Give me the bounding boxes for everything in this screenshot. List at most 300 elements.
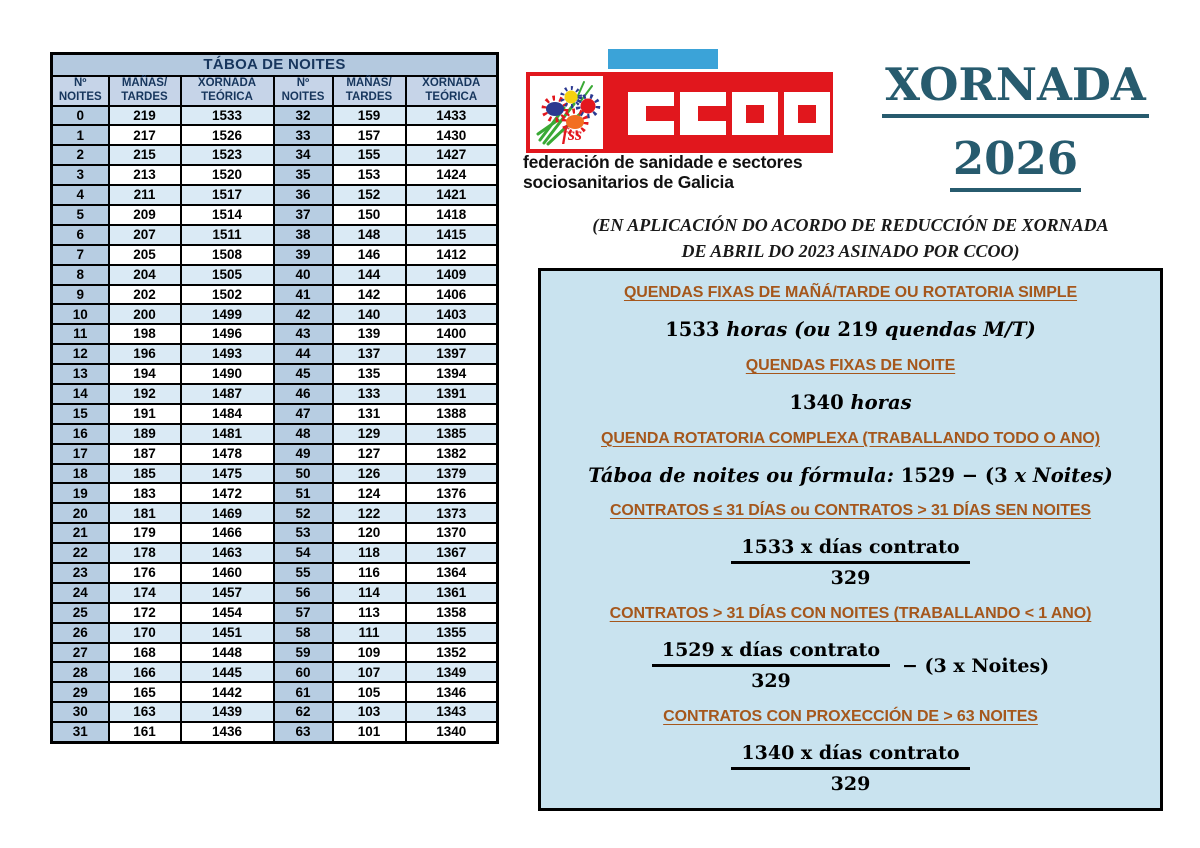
noites-cell: 57 [274,603,333,623]
rule-value-night-shifts [789,391,911,414]
noites-cell: 60 [274,662,333,682]
value-cell: 1415 [406,225,498,245]
value-cell: 1388 [406,404,498,424]
subtitle-line2-ccoo: CCOO [963,241,1014,262]
noites-cell: 40 [274,265,333,285]
table-row [52,662,498,682]
noites-cell: 5 [52,205,109,225]
fss-logo [526,72,607,153]
value-cell: 1382 [406,444,498,464]
noites-cell: 25 [52,603,109,623]
table-row [52,583,498,603]
noites-cell: 51 [274,483,333,503]
noites-cell: 46 [274,384,333,404]
value-cell: 129 [333,424,406,444]
value-cell: 1376 [406,483,498,503]
value-cell: 1493 [181,344,274,364]
value-cell: 185 [109,464,181,484]
table-title-row [52,54,498,76]
noites-cell: 49 [274,444,333,464]
value-cell: 150 [333,205,406,225]
table-row [52,543,498,563]
table-row [52,125,498,145]
value-cell: 1430 [406,125,498,145]
noites-cell: 54 [274,543,333,563]
fss-text: fss [562,124,583,144]
fraction [731,536,969,589]
table-row [52,304,498,324]
value-cell: 198 [109,324,181,344]
value-cell: 1520 [181,165,274,185]
formula-number: 1529 − (3 [900,463,1008,487]
noites-cell: 56 [274,583,333,603]
value-cell: 1533 [181,106,274,126]
value-cell: 126 [333,464,406,484]
value-cell: 1448 [181,643,274,663]
value-cell: 194 [109,364,181,384]
value-cell: 144 [333,265,406,285]
noites-cell: 19 [52,483,109,503]
value-cell: 1481 [181,424,274,444]
header-line: TEÓRICA [425,90,478,103]
noites-cell: 32 [274,106,333,126]
value-cell: 196 [109,344,181,364]
subtitle-line1: (EN APLICACIÓN DO ACORDO DE REDUCCIÓN DE XORNADA [592,215,1109,235]
noites-cell: 31 [52,722,109,742]
value-cell: 1451 [181,623,274,643]
subtitle-line2-prefix: DE ABRIL DO 2023 ASINADO POR [681,241,964,262]
noites-cell: 17 [52,444,109,464]
page-title [858,58,1173,206]
value-cell: 124 [333,483,406,503]
value-cell: 189 [109,424,181,444]
fraction-numerator: 1340 x días contrato [731,742,969,770]
value-cell: 1514 [181,205,274,225]
value-cell: 187 [109,444,181,464]
value-cell: 1442 [181,682,274,702]
table-row [52,503,498,523]
value-cell: 1496 [181,324,274,344]
value-cell: 1484 [181,404,274,424]
value-cell: 1499 [181,304,274,324]
value-cell: 219 [109,106,181,126]
formula-variable: x Noites) [1014,463,1113,487]
col-header-xornada-1 [181,76,274,106]
value-cell: 1361 [406,583,498,603]
value-cell: 1433 [406,106,498,126]
table-row [52,185,498,205]
noites-cell: 44 [274,344,333,364]
value-cell: 207 [109,225,181,245]
noites-cell: 21 [52,523,109,543]
value-cell: 1466 [181,523,274,543]
value-cell: 1502 [181,285,274,305]
rule-heading-projection-63-nights: CONTRATOS CON PROXECCIÓN DE > 63 NOITES [663,708,1038,726]
noites-cell: 45 [274,364,333,384]
noites-cell: 36 [274,185,333,205]
noites-cell: 43 [274,324,333,344]
table-row [52,344,498,364]
formula-fraction-1 [731,536,969,589]
table-row [52,245,498,265]
noites-cell: 42 [274,304,333,324]
value-cell: 107 [333,662,406,682]
noites-table [50,52,499,744]
value-cell: 122 [333,503,406,523]
value-cell: 1367 [406,543,498,563]
value-cell: 183 [109,483,181,503]
value-cell: 1343 [406,702,498,722]
value-cell: 131 [333,404,406,424]
table-row [52,444,498,464]
value-cell: 1457 [181,583,274,603]
value-cell: 153 [333,165,406,185]
header-line: MAÑAS/ [346,76,392,89]
fraction-denominator: 329 [751,670,791,693]
noites-cell: 38 [274,225,333,245]
noites-cell: 12 [52,344,109,364]
noites-cell: 8 [52,265,109,285]
value-cell: 205 [109,245,181,265]
value-cell: 1427 [406,145,498,165]
value-cell: 101 [333,722,406,742]
federation-line2: sociosanitarios de Galicia [523,172,734,193]
value-cell: 111 [333,623,406,643]
value-cell: 1355 [406,623,498,643]
noites-cell: 20 [52,503,109,523]
noites-cell: 50 [274,464,333,484]
title-text-xornada: XORNADA [882,58,1149,118]
noites-cell: 22 [52,543,109,563]
value-cell: 105 [333,682,406,702]
title-line2 [858,132,1173,192]
value-cell: 1463 [181,543,274,563]
table-row [52,523,498,543]
value-cell: 109 [333,643,406,663]
value-cell: 157 [333,125,406,145]
header-line: TARDES [345,90,393,103]
noites-cell: 10 [52,304,109,324]
title-line1 [858,58,1173,118]
table-row [52,643,498,663]
value-cell: 114 [333,583,406,603]
table-row [52,464,498,484]
header-line: NOITES [281,90,325,103]
value-cell: 135 [333,364,406,384]
header-line: TARDES [121,90,168,103]
value-number: 219 [837,317,879,341]
noites-cell: 11 [52,324,109,344]
value-cell: 211 [109,185,181,205]
value-cell: 1358 [406,603,498,623]
table-row [52,106,498,126]
noites-cell: 37 [274,205,333,225]
noites-cell: 27 [52,643,109,663]
subtitle-line2 [538,238,1163,264]
value-cell: 1394 [406,364,498,384]
table-header-row [52,76,498,106]
noites-cell: 63 [274,722,333,742]
table-row [52,603,498,623]
value-cell: 1445 [181,662,274,682]
noites-cell: 15 [52,404,109,424]
value-cell: 200 [109,304,181,324]
value-cell: 1340 [406,722,498,742]
value-number: 1340 [789,390,844,414]
value-cell: 139 [333,324,406,344]
noites-cell: 3 [52,165,109,185]
table-row [52,384,498,404]
fraction-suffix: − (3 x Noites) [902,654,1050,677]
noites-cell: 23 [52,563,109,583]
noites-cell: 48 [274,424,333,444]
table-row [52,324,498,344]
fraction-denominator: 329 [830,567,871,590]
table-title: TÁBOA DE NOITES [52,54,498,76]
value-cell: 1439 [181,702,274,722]
value-cell: 1436 [181,722,274,742]
value-cell: 127 [333,444,406,464]
noites-cell: 58 [274,623,333,643]
value-cell: 1373 [406,503,498,523]
noites-cell: 14 [52,384,109,404]
value-cell: 1352 [406,643,498,663]
value-cell: 1379 [406,464,498,484]
value-cell: 1424 [406,165,498,185]
noites-cell: 13 [52,364,109,384]
noites-cell: 47 [274,404,333,424]
value-cell: 215 [109,145,181,165]
value-cell: 1349 [406,662,498,682]
noites-cell: 61 [274,682,333,702]
value-cell: 1478 [181,444,274,464]
noites-cell: 0 [52,106,109,126]
ccoo-wordmark [607,72,833,153]
noites-cell: 2 [52,145,109,165]
value-cell: 140 [333,304,406,324]
value-cell: 1523 [181,145,274,165]
fraction-numerator: 1533 x días contrato [731,536,969,564]
table-row [52,722,498,742]
value-cell: 1460 [181,563,274,583]
noites-cell: 59 [274,643,333,663]
value-number: 1533 [665,317,720,341]
value-cell: 148 [333,225,406,245]
subtitle-line2-suffix: ) [1013,241,1020,262]
noites-cell: 35 [274,165,333,185]
value-cell: 191 [109,404,181,424]
value-cell: 176 [109,563,181,583]
rule-heading-rotating-complex: QUENDA ROTATORIA COMPLEXA (TRABALLANDO TODO O ANO) [601,429,1100,447]
value-cell: 165 [109,682,181,702]
fraction-denominator: 329 [830,772,871,795]
value-cell: 1421 [406,185,498,205]
noites-cell: 4 [52,185,109,205]
table-row [52,145,498,165]
noites-cell: 1 [52,125,109,145]
col-header-manas-1 [109,76,181,106]
col-header-noites-1 [52,76,109,106]
value-cell: 1346 [406,682,498,702]
value-cell: 118 [333,543,406,563]
title-text-year: 2026 [950,132,1081,192]
value-cell: 209 [109,205,181,225]
subtitle [538,212,1163,264]
table-row [52,265,498,285]
fraction [652,639,890,692]
col-header-noites-2 [274,76,333,106]
noites-cell: 52 [274,503,333,523]
value-cell: 1385 [406,424,498,444]
value-cell: 213 [109,165,181,185]
value-paren: (ou [794,317,831,341]
federation-line1: federación de sanidade e sectores [523,152,803,172]
header-line: TEÓRICA [201,90,253,103]
value-cell: 133 [333,384,406,404]
rule-heading-short-contracts: CONTRATOS ≤ 31 DÍAS ou CONTRATOS > 31 DÍAS SEN NOITES [609,502,1092,520]
noites-cell: 41 [274,285,333,305]
value-cell: 152 [333,185,406,205]
table-row [52,165,498,185]
rule-heading-night-shifts: QUENDAS FIXAS DE NOITE [745,356,956,374]
value-cell: 1403 [406,304,498,324]
value-cell: 113 [333,603,406,623]
value-cell: 120 [333,523,406,543]
table-row [52,702,498,722]
rules-panel [538,268,1163,811]
table-row [52,623,498,643]
fraction-numerator: 1529 x días contrato [652,639,890,667]
value-cell: 204 [109,265,181,285]
value-cell: 146 [333,245,406,265]
table-row [52,424,498,444]
noites-cell: 30 [52,702,109,722]
noites-cell: 6 [52,225,109,245]
noites-cell: 39 [274,245,333,265]
noites-cell: 16 [52,424,109,444]
col-header-manas-2 [333,76,406,106]
col-header-xornada-2 [406,76,498,106]
value-cell: 1508 [181,245,274,265]
value-cell: 1364 [406,563,498,583]
header-line: XORNADA [197,76,257,89]
noites-cell: 9 [52,285,109,305]
noites-cell: 26 [52,623,109,643]
noites-cell: 24 [52,583,109,603]
value-cell: 217 [109,125,181,145]
value-unit: horas [850,390,912,414]
fss-flowers-icon [530,76,603,149]
noites-cell: 33 [274,125,333,145]
table-row [52,682,498,702]
value-cell: 1469 [181,503,274,523]
noites-cell: 18 [52,464,109,484]
table-row [52,364,498,384]
noites-cell: 7 [52,245,109,265]
noites-cell: 34 [274,145,333,165]
rule-heading-contracts-with-nights: CONTRATOS > 31 DÍAS CON NOITES (TRABALLANDO < 1 ANO) [609,605,1092,623]
formula-fraction-2 [652,639,1049,692]
value-cell: 170 [109,623,181,643]
table-body [52,106,498,743]
noites-cell: 62 [274,702,333,722]
fraction [731,742,969,795]
value-cell: 137 [333,344,406,364]
value-cell: 1370 [406,523,498,543]
value-cell: 159 [333,106,406,126]
value-cell: 1505 [181,265,274,285]
header-line: XORNADA [422,76,481,89]
value-cell: 202 [109,285,181,305]
value-cell: 1490 [181,364,274,384]
noites-cell: 29 [52,682,109,702]
value-cell: 1487 [181,384,274,404]
header-line: MAÑAS/ [121,76,168,89]
header-line: Nº [73,76,87,89]
value-unit: horas [726,317,788,341]
noites-cell: 55 [274,563,333,583]
table-row [52,285,498,305]
noites-cell: 53 [274,523,333,543]
value-cell: 163 [109,702,181,722]
logo-cyan-bar [608,49,718,69]
value-paren: quendas M/T) [884,317,1036,341]
formula-label: Táboa de noites ou fórmula: [588,463,894,487]
table-row [52,205,498,225]
table-row [52,483,498,503]
value-cell: 1406 [406,285,498,305]
formula-fraction-3 [731,742,969,795]
value-cell: 1475 [181,464,274,484]
ccoo-letters-icon [607,72,833,153]
value-cell: 116 [333,563,406,583]
value-cell: 178 [109,543,181,563]
value-cell: 1397 [406,344,498,364]
header-line: NOITES [58,90,102,103]
table-row [52,404,498,424]
value-cell: 166 [109,662,181,682]
value-cell: 1454 [181,603,274,623]
table-row [52,225,498,245]
rule-heading-fixed-shifts: QUENDAS FIXAS DE MAÑÁ/TARDE OU ROTATORIA SIMPLE [623,284,1078,301]
rule-value-rotating-complex [588,464,1113,487]
value-cell: 1391 [406,384,498,404]
noites-cell: 28 [52,662,109,682]
rule-value-fixed-shifts [665,318,1036,341]
value-cell: 1412 [406,245,498,265]
value-cell: 1517 [181,185,274,205]
value-cell: 103 [333,702,406,722]
value-cell: 192 [109,384,181,404]
value-cell: 1526 [181,125,274,145]
header-line: Nº [296,76,310,89]
value-cell: 179 [109,523,181,543]
federation-name [523,152,863,192]
value-cell: 172 [109,603,181,623]
value-cell: 1400 [406,324,498,344]
value-cell: 1409 [406,265,498,285]
value-cell: 1418 [406,205,498,225]
value-cell: 174 [109,583,181,603]
table-row [52,563,498,583]
value-cell: 168 [109,643,181,663]
value-cell: 1472 [181,483,274,503]
value-cell: 1511 [181,225,274,245]
value-cell: 142 [333,285,406,305]
value-cell: 155 [333,145,406,165]
value-cell: 181 [109,503,181,523]
value-cell: 161 [109,722,181,742]
